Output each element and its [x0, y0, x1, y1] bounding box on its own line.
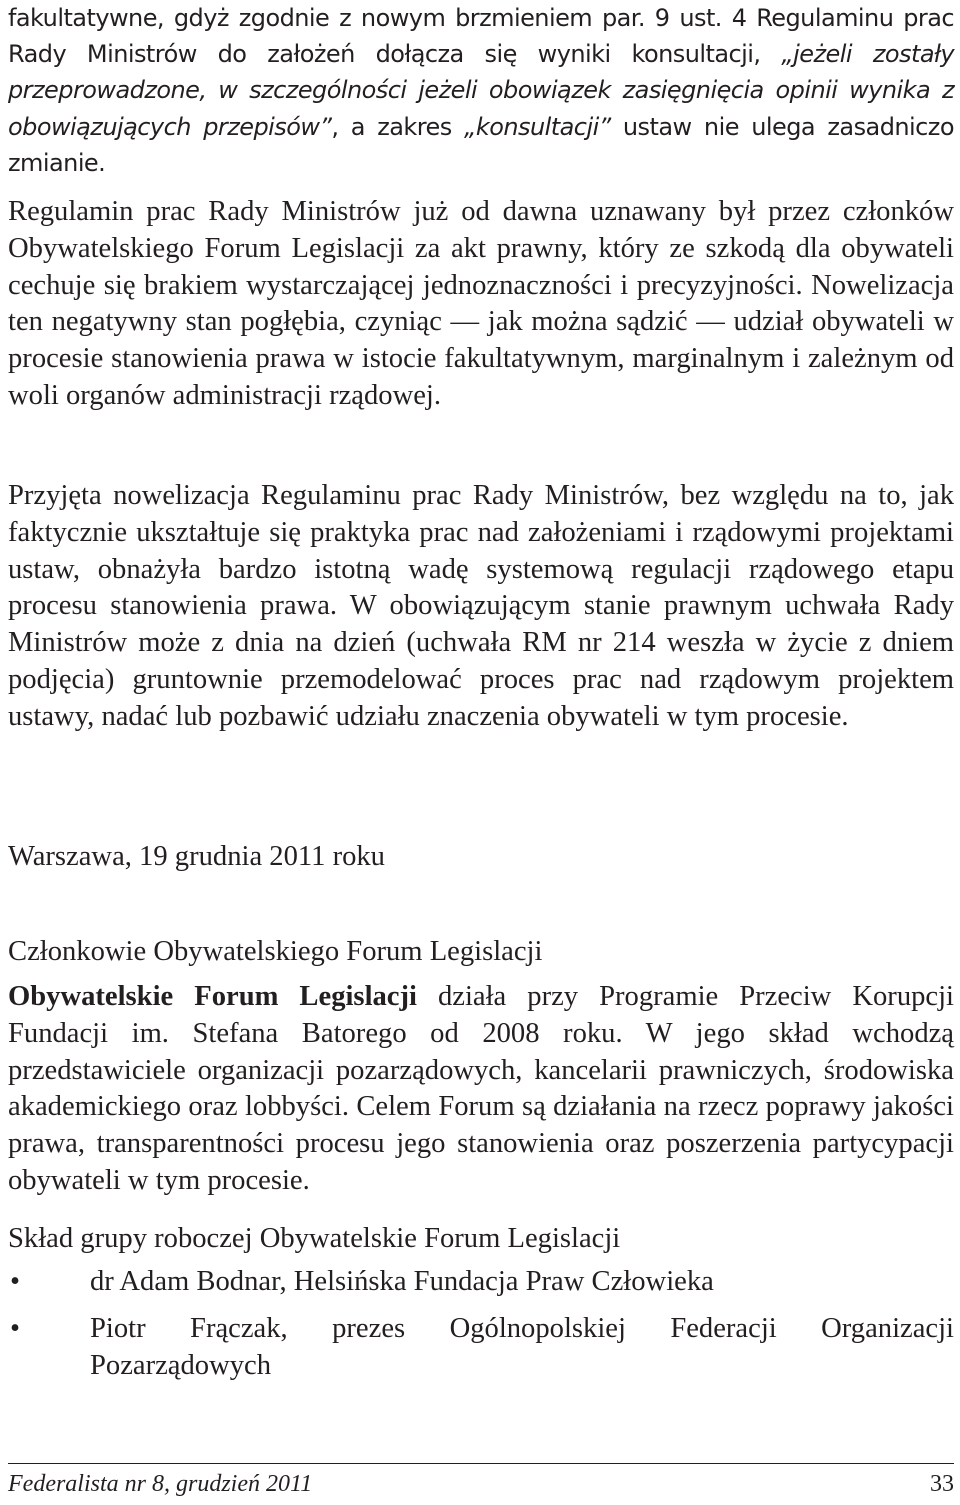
- forum-description: [8, 979, 954, 1200]
- journal-title: Federalista nr 8, grudzień 2011: [8, 1471, 313, 1497]
- signatories-line: Członkowie Obywatelskiego Forum Legislacji: [8, 936, 543, 967]
- bullet-icon: •: [10, 1266, 21, 1297]
- forum-name: Obywatelskie Forum Legislacji: [8, 981, 417, 1012]
- paragraph-regulation-criticism: Regulamin prac Rady Ministrów już od dawna uznawany był przez członków Obywatelskiego Forum Legislacji za akt prawny, który ze szkodą dla obywateli cechuje się brakiem wystarczającej jednoznaczności i precyzyjności. Nowelizacja ten negatywny stan pogłębia, czyniąc — jak można sądzić — udział obywateli w procesie stanowienia prawa w istocie fakultatywnym, marginalnym i zależnym od woli organów administracji rządowej.: [8, 196, 954, 411]
- working-group-title: Skład grupy roboczej Obywatelskie Forum Legislacji: [8, 1223, 621, 1254]
- list-item: [8, 1311, 954, 1385]
- member-name: Piotr Frączak, prezes Ogólnopolskiej Federacji Organizacji Pozarządowych: [90, 1312, 954, 1381]
- page-footer: [8, 1466, 954, 1502]
- page-number: 33: [930, 1471, 954, 1497]
- paragraph-amendment-flaw: Przyjęta nowelizacja Regulaminu prac Rady Ministrów, bez względu na to, jak faktycznie ukształtuje się praktyka prac nad założeniami i rządowymi projektami ustaw, obnażyła bardzo istotną wadę systemową regulacji rządowego etapu procesu stanowienia prawa. W obowiązującym stanie prawnym uchwała Rady Ministrów może z dnia na dzień (uchwała RM nr 214 weszła w życie z dniem podjęcia) gruntownie przemodelować proces prac nad rządowym projektem ustawy, nadać lub pozbawić udziału znaczenia obywateli w tym procesie.: [8, 480, 954, 732]
- bullet-icon: •: [10, 1312, 21, 1344]
- place-and-date: Warszawa, 19 grudnia 2011 roku: [8, 841, 385, 872]
- quoted-consultations: „konsultacji”: [464, 112, 611, 141]
- paragraph-intro-text-a: fakultatywne, gdyż zgodnie z nowym brzmieniem par. 9 ust. 4 Regulaminu prac Rady Ministrów do założeń dołącza się wyniki konsultacji,: [8, 4, 954, 69]
- working-group-members: [8, 1264, 954, 1394]
- footer-divider: [8, 1463, 954, 1464]
- paragraph-intro-text-e: ustaw nie ulega zasadniczo zmianie.: [8, 112, 954, 177]
- paragraph-intro: [8, 0, 954, 181]
- member-name: dr Adam Bodnar, Helsińska Fundacja Praw Człowieka: [90, 1266, 714, 1297]
- quoted-regulation: „jeżeli zostały przeprowadzone, w szczególności jeżeli obowiązek zasięgnięcia opinii wynika z obowiązujących przepisów”: [8, 40, 954, 141]
- list-item: [8, 1264, 954, 1301]
- paragraph-intro-text-c: , a zakres: [331, 112, 465, 141]
- forum-description-text: działa przy Programie Przeciw Korupcji Fundacji im. Stefana Batorego od 2008 roku. W jego skład wchodzą przedstawiciele organizacji pozarządowych, kancelarii prawniczych, środowiska akademickiego oraz lobbyści. Celem Forum są działania na rzecz poprawy jakości prawa, transparentności procesu jego stanowienia oraz poszerzenia partycypacji obywateli w tym procesie.: [8, 981, 954, 1196]
